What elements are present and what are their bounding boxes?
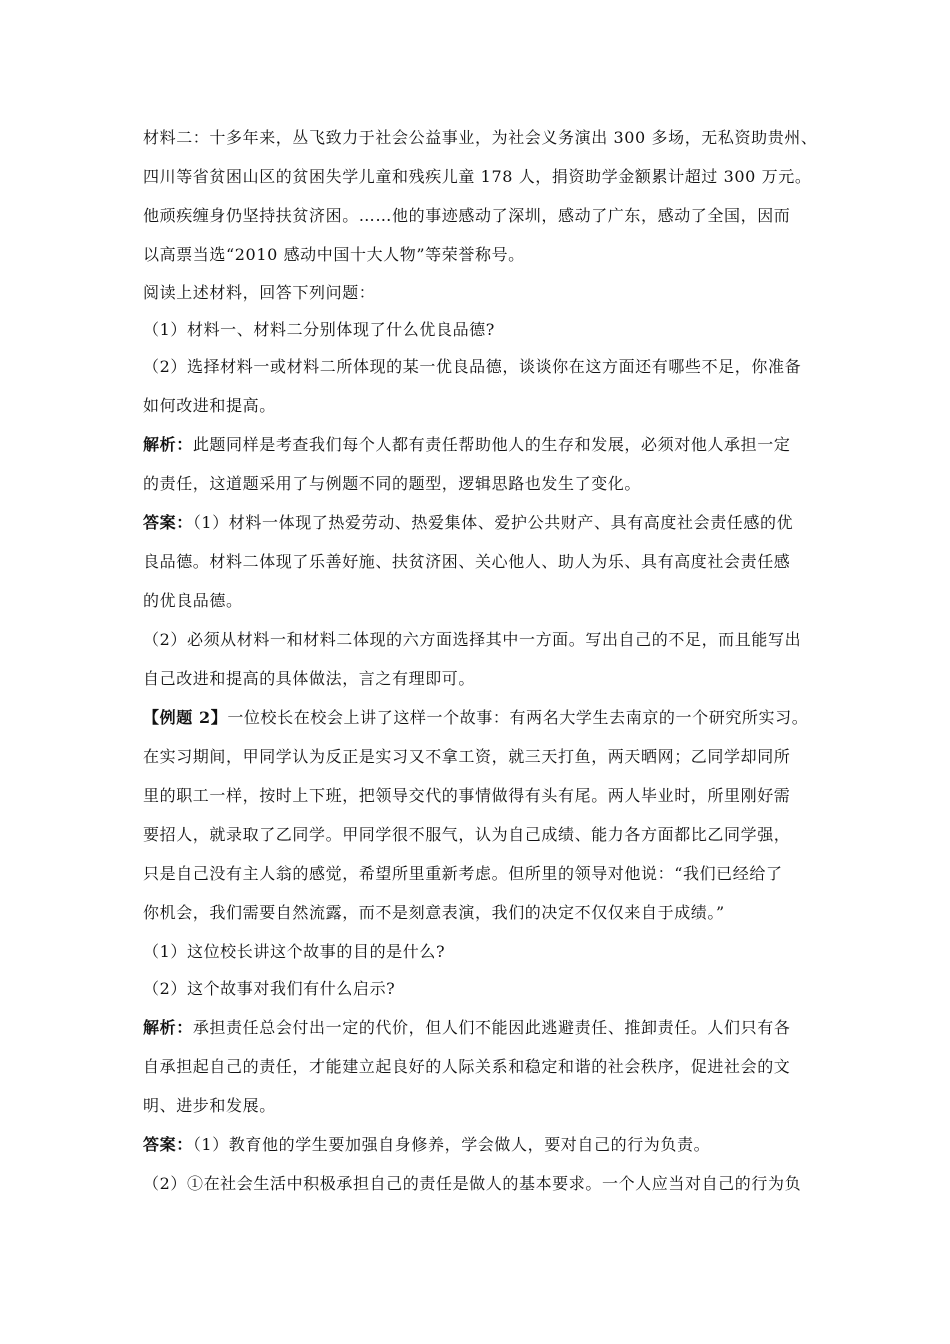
text-line: 自己改进和提高的具体做法，言之有理即可。 xyxy=(143,669,476,688)
text-line: 材料二：十多年来，丛飞致力于社会公益事业，为社会义务演出 300 多场，无私资助贵州、 xyxy=(143,128,818,147)
example-text: 一位校长在校会上讲了这样一个故事：有两名大学生去南京的一个研究所实习。 xyxy=(227,708,809,727)
text-line: 明、进步和发展。 xyxy=(143,1096,276,1115)
text-line: （2）必须从材料一和材料二体现的六方面选择其中一方面。写出自己的不足，而且能写出 xyxy=(143,630,802,649)
analysis-label: 解析： xyxy=(143,1018,193,1037)
text-line: 如何改进和提高。 xyxy=(143,396,276,415)
answer-text: （1）教育他的学生要加强自身修养，学会做人，要对自己的行为负责。 xyxy=(192,1135,711,1154)
text-line: 四川等省贫困山区的贫困失学儿童和残疾儿童 178 人，捐资助学金额累计超过 300 万元。 xyxy=(143,167,812,186)
question-line: （1）这位校长讲这个故事的目的是什么? xyxy=(143,942,446,961)
analysis-text: 承担责任总会付出一定的代价，但人们不能因此逃避责任、推卸责任。人们只有各 xyxy=(192,1018,791,1037)
text-line: 阅读上述材料，回答下列问题： xyxy=(143,283,376,302)
text-line: 里的职工一样，按时上下班，把领导交代的事情做得有头有尾。两人毕业时，所里刚好需 xyxy=(143,786,791,805)
analysis-text: 此题同样是考查我们每个人都有责任帮助他人的生存和发展，必须对他人承担一定 xyxy=(192,435,791,454)
text-line: 要招人，就录取了乙同学。甲同学很不服气，认为自己成绩、能力各方面都比乙同学强， xyxy=(143,825,791,844)
question-line: （2）选择材料一或材料二所体现的某一优良品德，谈谈你在这方面还有哪些不足，你准备 xyxy=(143,357,802,376)
text-line: 自承担起自己的责任，才能建立起良好的人际关系和稳定和谐的社会秩序，促进社会的文 xyxy=(143,1057,791,1076)
answer-label: 答案： xyxy=(143,1135,193,1154)
analysis-paragraph xyxy=(143,1018,823,1038)
text-line: 良品德。材料二体现了乐善好施、扶贫济困、关心他人、助人为乐、具有高度社会责任感 xyxy=(143,552,791,571)
answer-paragraph xyxy=(143,1135,823,1155)
example-label: 【例题 2】 xyxy=(143,708,228,727)
analysis-label: 解析： xyxy=(143,435,193,454)
answer-paragraph xyxy=(143,513,823,533)
answer-text: （1）材料一体现了热爱劳动、热爱集体、爱护公共财产、具有高度社会责任感的优 xyxy=(192,513,794,532)
text-line: 的责任，这道题采用了与例题不同的题型，逻辑思路也发生了变化。 xyxy=(143,474,642,493)
example-paragraph xyxy=(143,708,823,728)
text-line: 的优良品德。 xyxy=(143,591,243,610)
question-line: （1）材料一、材料二分别体现了什么优良品德? xyxy=(143,320,495,339)
question-line: （2）这个故事对我们有什么启示? xyxy=(143,979,396,998)
text-line: 你机会，我们需要自然流露，而不是刻意表演，我们的决定不仅仅来自于成绩。” xyxy=(143,903,725,922)
text-line: 在实习期间，甲同学认为反正是实习又不拿工资，就三天打鱼，两天晒网；乙同学却同所 xyxy=(143,747,791,766)
answer-label: 答案： xyxy=(143,513,193,532)
text-line: 他顽疾缠身仍坚持扶贫济困。……他的事迹感动了深圳，感动了广东，感动了全国，因而 xyxy=(143,206,791,225)
text-line: 以高票当选“2010 感动中国十大人物”等荣誉称号。 xyxy=(143,245,525,264)
text-line: （2）①在社会生活中积极承担自己的责任是做人的基本要求。一个人应当对自己的行为负 xyxy=(143,1174,802,1193)
analysis-paragraph xyxy=(143,435,823,455)
text-line: 只是自己没有主人翁的感觉，希望所里重新考虑。但所里的领导对他说：“我们已经给了 xyxy=(143,864,783,883)
